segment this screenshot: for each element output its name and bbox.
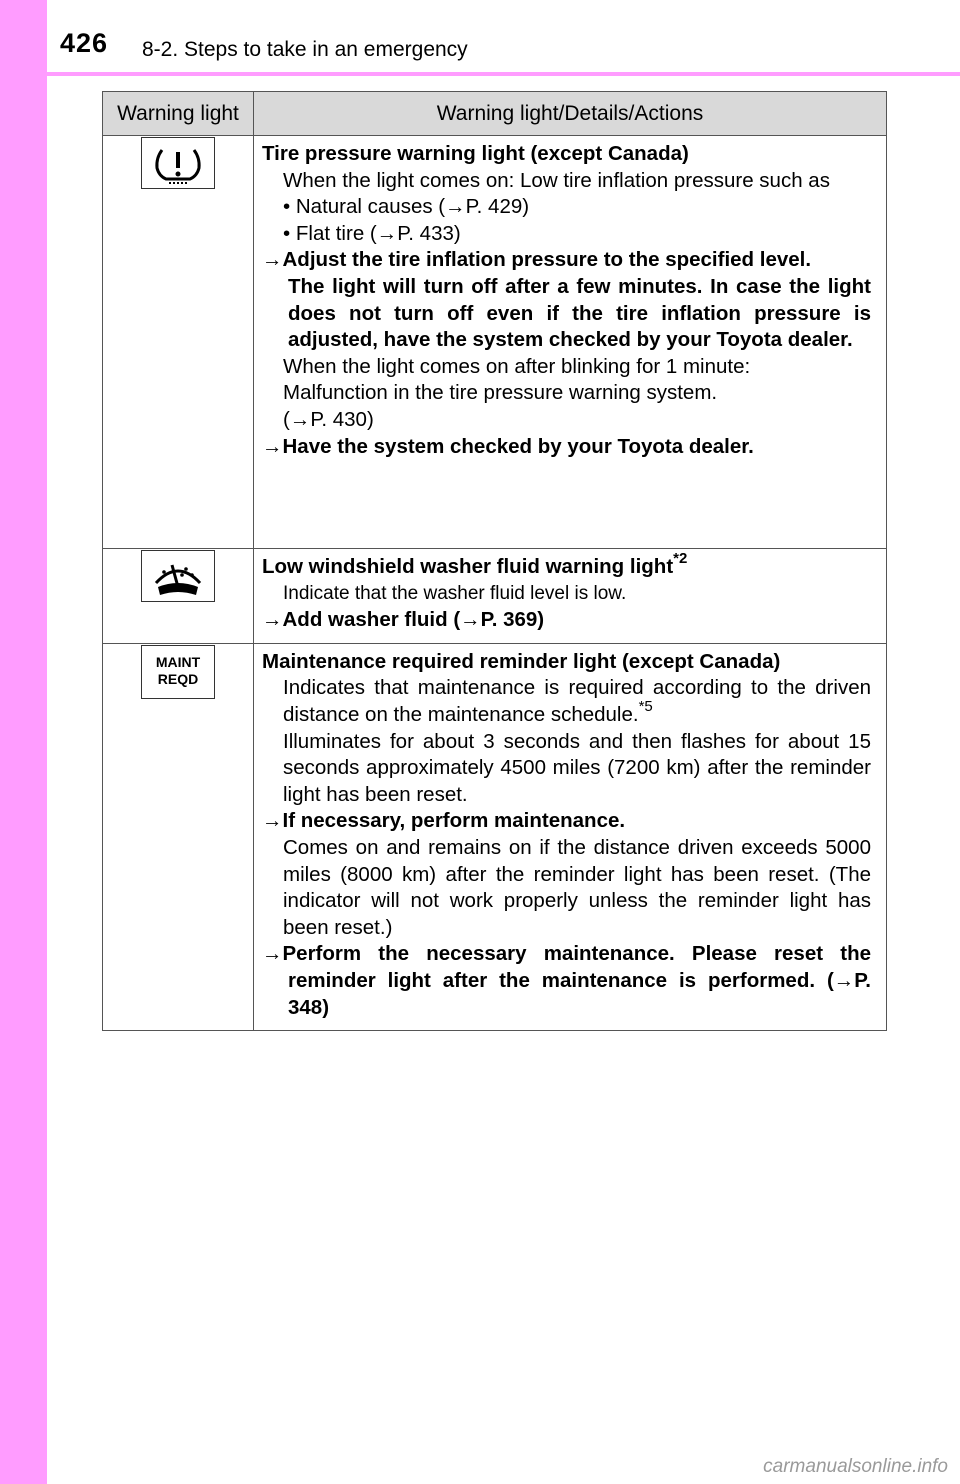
detail-text: Indicate that the washer fluid level is low.: [283, 582, 627, 604]
detail-text: Comes on and remains on if the distance driven exceeds 5000 miles (8000 km) after the reminder light has been reset. (The indicator will not work properly unless the reminder light has been reset.): [283, 835, 871, 939]
icon-cell: [103, 549, 254, 644]
icon-cell: [103, 136, 254, 549]
detail-text-body: Indicates that maintenance is required according to the driven distance on the maintenance schedule.: [283, 676, 871, 726]
action-text: →Add washer fluid (→P. 369): [262, 608, 545, 632]
detail-text: Illuminates for about 3 seconds and then flashes for about 15 seconds approximately 4500 miles (7200 km) after the reminder light has been reset.: [283, 729, 871, 806]
action-text: The light will turn off after a few minutes. In case the light does not turn off even if the tire inflation pressure is adjusted, have the system checked by your Toyota dealer.: [288, 274, 871, 352]
table-row: [103, 136, 887, 549]
footnote-mark: *5: [638, 698, 653, 716]
details-cell: [254, 136, 887, 549]
section-title: 8-2. Steps to take in an emergency: [142, 38, 468, 61]
action-text: →Perform the necessary maintenance. Please reset the reminder light after the maintenance is performed. (→P. 348): [262, 942, 871, 1019]
details-cell: [254, 549, 887, 644]
bullet-item: • Natural causes (→P. 429): [283, 195, 530, 219]
detail-text: When the light comes on: Low tire inflation pressure such as: [283, 168, 830, 192]
light-title: Tire pressure warning light (except Canada): [262, 142, 689, 165]
maint-text: MAINT: [155, 653, 201, 670]
column-header-warning-light: Warning light: [103, 92, 254, 136]
detail-text: Malfunction in the tire pressure warning system.: [283, 381, 718, 405]
tire-pressure-icon: [141, 137, 215, 189]
bullet-item: • Flat tire (→P. 433): [283, 221, 461, 245]
washer-fluid-icon: [141, 550, 215, 602]
page-number: 426: [60, 28, 109, 58]
maint-reqd-icon: [141, 645, 215, 699]
footnote-mark: *2: [673, 550, 688, 568]
table-header-row: [103, 92, 887, 136]
action-text: →If necessary, perform maintenance.: [262, 809, 626, 833]
table-row: [103, 643, 887, 1030]
maint-reqd-label: [142, 654, 214, 688]
detail-text: (→P. 430): [283, 407, 374, 431]
table-row: [103, 549, 887, 644]
details-cell: [254, 643, 887, 1030]
header-divider: [47, 72, 960, 76]
reqd-text: REQD: [157, 670, 199, 687]
light-title-text: Low windshield washer fluid warning light: [262, 555, 674, 578]
detail-text: When the light comes on after blinking for 1 minute:: [283, 354, 751, 378]
icon-cell: [103, 643, 254, 1030]
column-header-details: Warning light/Details/Actions: [254, 92, 887, 136]
page-edge-tab: [0, 0, 47, 1484]
watermark: carmanualsonline.info: [763, 1456, 948, 1477]
warning-lights-table: [102, 91, 887, 1031]
light-title: [262, 550, 871, 581]
detail-text: [262, 675, 871, 728]
action-text: →Have the system checked by your Toyota dealer.: [262, 434, 754, 458]
light-title: Maintenance required reminder light (except Canada): [262, 649, 781, 673]
action-text: →Adjust the tire inflation pressure to the specified level.: [262, 248, 812, 272]
